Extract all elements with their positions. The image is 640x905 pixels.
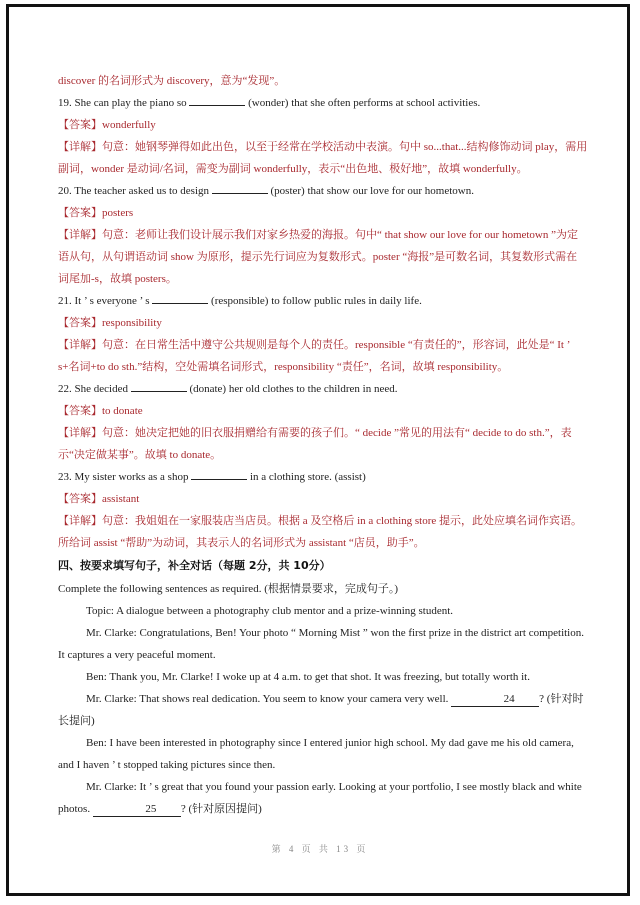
question-text: 21. It ’ s everyone ’ s (responsible) to follow public rules in daily life. xyxy=(58,295,422,307)
detail-text: 【详解】句意：我姐姐在一家服装店当店员。根据 a 及空格后 in a clothing store 提示，此处应填名词作宾语。所给词 assist “帮助”为动词，其表示人的名词形式为 assistant “店员，助手”。 xyxy=(58,515,583,549)
dialogue-line: Mr. Clarke: Congratulations, Ben! Your photo “ Morning Mist ” won the first prize in the district art competition. It captures a very peaceful moment. xyxy=(58,627,584,661)
answer-blank xyxy=(191,479,247,480)
dialogue-topic: Topic: A dialogue between a photography club mentor and a prize-winning student. xyxy=(86,605,454,617)
answer-line: 【答案】responsibility xyxy=(58,317,162,329)
question-text: 22. She decided (donate) her old clothes to the children in need. xyxy=(58,383,398,395)
answer-blank xyxy=(189,105,245,106)
question-text: 20. The teacher asked us to design (poster) that show our love for our hometown. xyxy=(58,185,474,197)
question-text: 23. My sister works as a shop in a clothing store. (assist) xyxy=(58,471,366,483)
answer-line: 【答案】assistant xyxy=(58,493,140,505)
question-22 xyxy=(58,378,588,466)
answer-line: 【答案】posters xyxy=(58,207,134,219)
answer-line: 【答案】to donate xyxy=(58,405,143,417)
detail-text: 【详解】句意：在日常生活中遵守公共规则是每个人的责任。responsible “有责任的”，形容词，此处是“ It ’ s+名词+to do sth.”结构，空处需填名词形式，responsibility “责任”，名词，故填 responsibility。 xyxy=(58,339,570,373)
question-21 xyxy=(58,290,588,378)
answer-blank xyxy=(131,391,187,392)
detail-text: 【详解】句意：她决定把她的旧衣服捐赠给有需要的孩子们。“ decide ”常见的用法有“ decide to do sth.”，表示“决定做某事”。故填 to donate。 xyxy=(58,427,572,461)
dialogue-line: Mr. Clarke: It ’ s great that you found your passion early. Looking at your portfolio, I see mostly black and white photos. 25 ? (针对原因提问) xyxy=(58,781,582,815)
answer-blank-25: 25 xyxy=(93,803,181,817)
question-text: 19. She can play the piano so (wonder) that she often performs at school activities. xyxy=(58,97,481,109)
question-20 xyxy=(58,180,588,290)
page-footer: 第 4 页 共 13 页 xyxy=(271,844,369,854)
question-23 xyxy=(58,466,588,554)
section-instruction: Complete the following sentences as required. (根据情景要求，完成句子。) xyxy=(58,583,399,595)
detail-text: 【详解】句意：她钢琴弹得如此出色，以至于经常在学校活动中表演。句中 so...that...结构修饰动词 play，需用副词，wonder 是动词/名词，需变为副词 wonderfully，表示“出色地、极好地”，故填 wonderfully。 xyxy=(58,141,588,175)
dialogue-line: Ben: I have been interested in photography since I entered junior high school. My dad gave me his old camera, and I haven ’ t stopped taking pictures since then. xyxy=(58,737,574,771)
answer-blank-24: 24 xyxy=(451,693,539,707)
answer-line: 【答案】wonderfully xyxy=(58,119,156,131)
document-body xyxy=(58,70,588,820)
question-19 xyxy=(58,92,588,180)
section-heading: 四、按要求填写句子，补全对话（每题 2分，共 10分） xyxy=(58,559,331,572)
dialogue-line: Ben: Thank you, Mr. Clarke! I woke up at 4 a.m. to get that shot. It was freezing, but totally worth it. xyxy=(86,671,530,683)
detail-text: 【详解】句意：老师让我们设计展示我们对家乡热爱的海报。句中“ that show our love for our hometown ”为定语从句，从句谓语动词 show 为原形，提示先行词应为复数形式。poster “海报”是可数名词，其复数形式需在词尾加-s，故填 posters。 xyxy=(58,229,579,285)
top-note: discover 的名词形式为 discovery，意为“发现”。 xyxy=(58,75,286,87)
answer-blank xyxy=(212,193,268,194)
dialogue-line: Mr. Clarke: That shows real dedication. You seem to know your camera very well. 24 ? (针对时长提问) xyxy=(58,693,584,727)
answer-blank xyxy=(152,303,208,304)
